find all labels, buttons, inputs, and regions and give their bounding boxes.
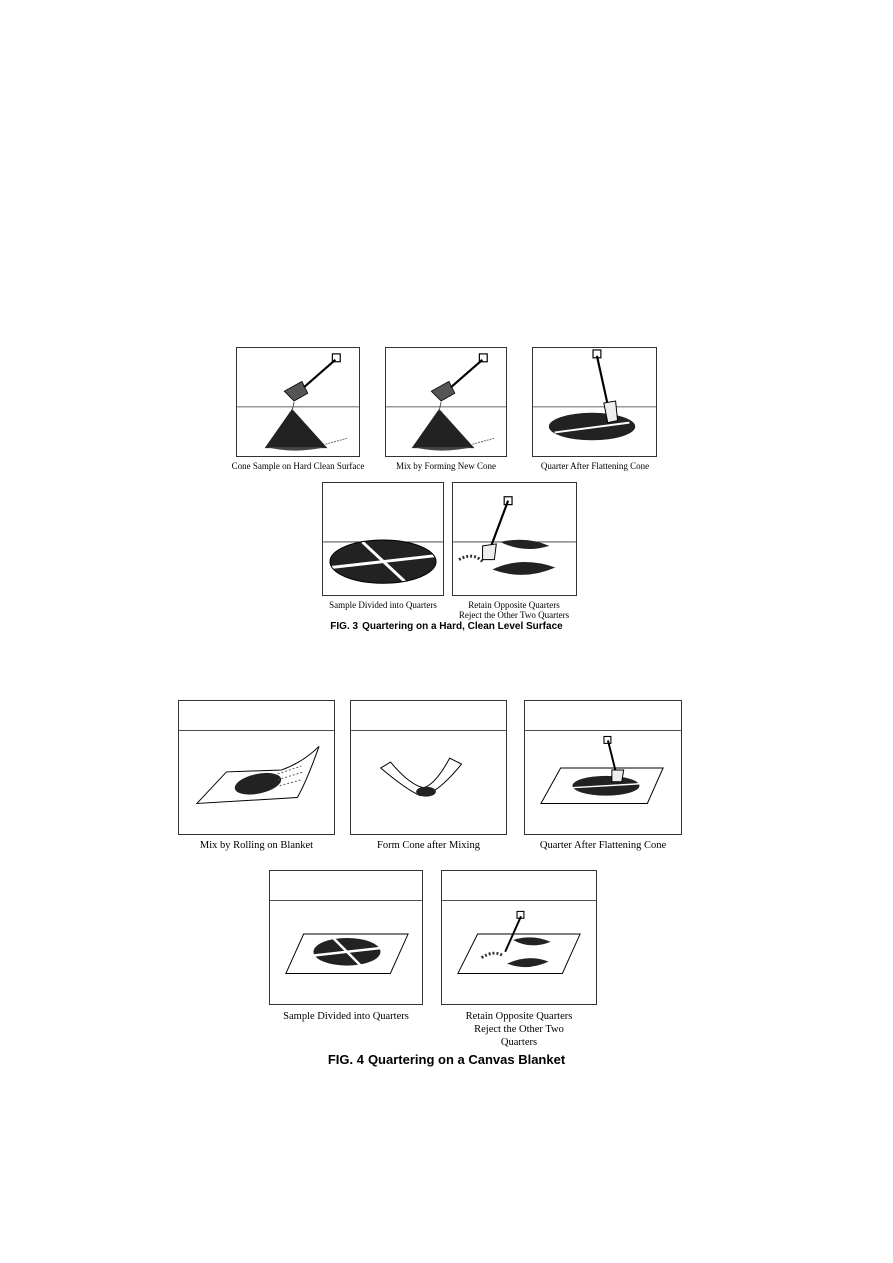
fig4-caption-5-line-2: Reject the Other Two (474, 1024, 564, 1035)
fig3-caption-1: Cone Sample on Hard Clean Surface (231, 461, 365, 471)
fig3-caption-4: Sample Divided into Quarters (329, 600, 437, 610)
fig3-panel-flattened-cone (532, 347, 657, 457)
quarters-blanket-illustration (270, 871, 422, 1004)
form-cone-illustration (351, 701, 506, 834)
retain-quarters-illustration (453, 483, 576, 595)
fig4-panel-form-cone (350, 700, 507, 835)
retain-blanket-illustration (442, 871, 596, 1004)
fig4-caption-5-line-1: Retain Opposite Quarters (465, 1011, 573, 1022)
fig4-caption-1: Mix by Rolling on Blanket (199, 840, 314, 851)
fig3-caption-5 (434, 600, 594, 620)
flattened-cone-illustration (533, 348, 656, 456)
fig4-title-text: Quartering on a Canvas Blanket (367, 1052, 566, 1067)
four-quarters-illustration (323, 483, 443, 595)
fig4-panel-rolling-blanket (178, 700, 335, 835)
fig4-caption-5-line-3: Quarters (500, 1037, 538, 1048)
fig3-panel-quarters (322, 482, 444, 596)
fig4-caption-5 (429, 1010, 609, 1049)
fig3-panel-retain-quarters (452, 482, 577, 596)
fig3-title (0, 621, 893, 632)
fig3-caption-5-line-1: Retain Opposite Quarters (468, 600, 560, 610)
fig3-panel-new-cone (385, 347, 507, 457)
flattened-blanket-illustration (525, 701, 681, 834)
new-cone-illustration (386, 348, 506, 456)
fig3-caption-5-line-2: Reject the Other Two Quarters (458, 610, 570, 620)
fig3-title-text: Quartering on a Hard, Clean Level Surface (362, 621, 563, 632)
fig4-panel-quarters-blanket (269, 870, 423, 1005)
fig3-caption-2: Mix by Forming New Cone (396, 461, 496, 471)
fig4-panel-retain-blanket (441, 870, 597, 1005)
fig3-number: FIG. 3 (330, 621, 359, 632)
fig4-caption-3: Quarter After Flattening Cone (539, 840, 667, 851)
fig3-caption-3: Quarter After Flattening Cone (540, 461, 650, 471)
fig4-panel-flattened-blanket (524, 700, 682, 835)
fig4-title (0, 1052, 893, 1067)
fig4-caption-2: Form Cone after Mixing (377, 840, 480, 851)
fig4-caption-4: Sample Divided into Quarters (283, 1011, 409, 1022)
fig3-panel-cone-sample (236, 347, 360, 457)
rolling-blanket-illustration (179, 701, 334, 834)
fig4-number: FIG. 4 (327, 1052, 364, 1067)
cone-with-shovel-illustration (237, 348, 359, 456)
